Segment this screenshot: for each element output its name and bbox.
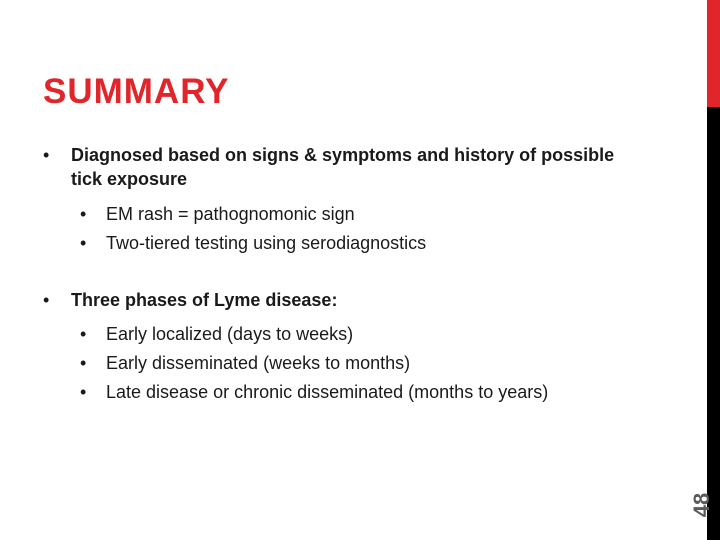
bullet-marker: •: [43, 145, 50, 165]
bullet-marker: •: [80, 382, 87, 402]
sub-bullet-early-localized: [80, 322, 640, 346]
bullet-text: Three phases of Lyme disease:: [71, 290, 338, 310]
sub-bullet-text: Early disseminated (weeks to months): [106, 353, 411, 373]
slide-title: SUMMARY: [43, 72, 230, 111]
bullet-diagnosis: [43, 143, 643, 191]
sub-bullet-testing: [80, 231, 640, 255]
sub-bullet-text: Early localized (days to weeks): [106, 324, 354, 344]
bullet-phases: [43, 288, 643, 312]
bullet-marker: •: [80, 353, 87, 373]
sub-bullet-em-rash: [80, 202, 640, 226]
bullet-marker: •: [80, 324, 87, 344]
sub-bullet-early-disseminated: [80, 351, 640, 375]
sub-bullet-text: Late disease or chronic disseminated (months to years): [106, 382, 549, 402]
accent-bar: [707, 0, 720, 107]
bullet-marker: •: [43, 290, 50, 310]
page-number: 48: [689, 492, 714, 518]
sub-bullet-late-disease: [80, 380, 640, 404]
sub-bullet-text: Two-tiered testing using serodiagnostics: [106, 233, 427, 253]
bullet-marker: •: [80, 233, 87, 253]
sub-bullet-text: EM rash = pathognomonic sign: [106, 204, 355, 224]
bullet-marker: •: [80, 204, 87, 224]
bullet-text: Diagnosed based on signs & symptoms and history of possible tick exposure: [71, 145, 615, 189]
